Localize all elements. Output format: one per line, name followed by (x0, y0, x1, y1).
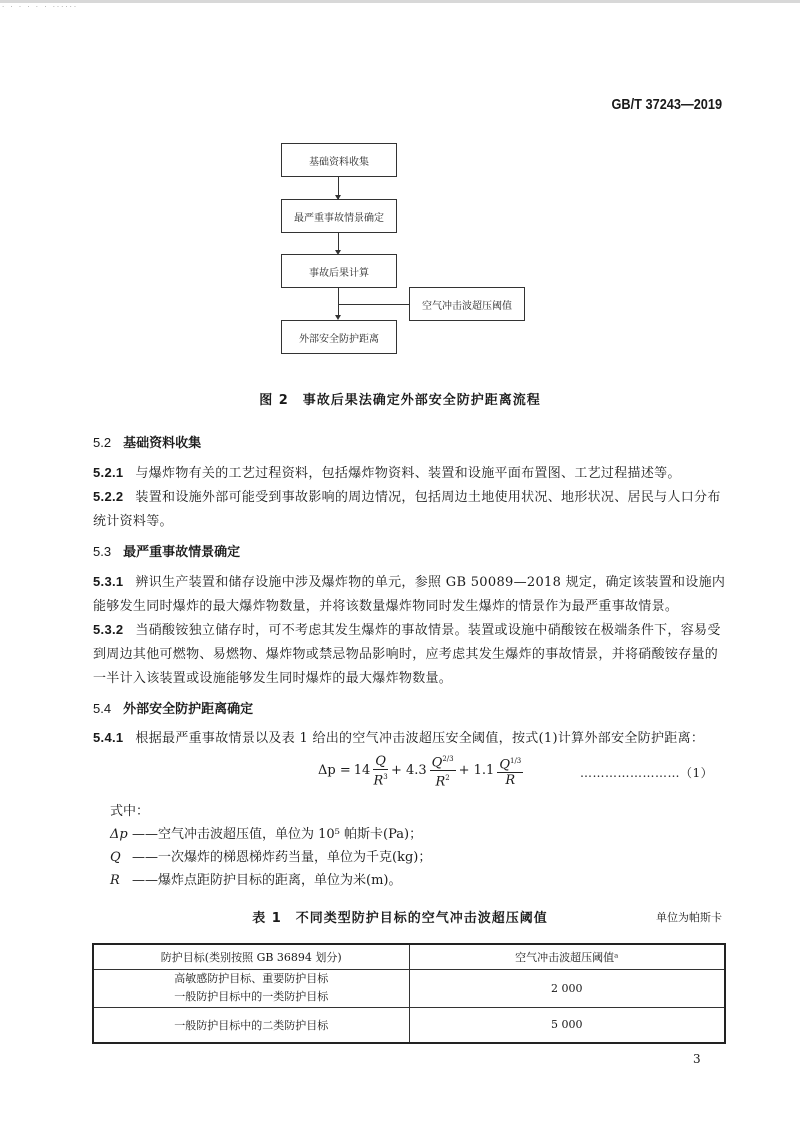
flow-step-label: 事故后果计算 (309, 267, 369, 279)
variable-symbol: R (110, 873, 120, 888)
clause-5-3-1 (93, 570, 728, 619)
flow-step-label: 最严重事故情景确定 (294, 212, 384, 224)
where-label: 式中： (110, 804, 150, 819)
variable-desc: ——一次爆炸的梯恩梯炸药当量，单位为千克(kg)； (132, 850, 432, 865)
section-heading-5-2 (93, 432, 201, 451)
section-title: 基础资料收集 (123, 436, 202, 451)
flow-side-label: 空气冲击波超压阈值 (422, 300, 512, 312)
side-connector (338, 304, 410, 305)
flow-connector (338, 288, 339, 318)
threshold-table (92, 943, 726, 1044)
clause-number: 5.2.2 (93, 489, 124, 504)
clause-5-2-2 (93, 485, 728, 534)
section-number: 5.3 (93, 544, 112, 559)
clause-number: 5.4.1 (93, 730, 124, 745)
page-number: 3 (693, 1052, 701, 1066)
numerator: Q (499, 756, 510, 772)
flow-step-label: 基础资料收集 (309, 156, 369, 168)
cell-line: 一般防护目标中的一类防护目标 (174, 990, 329, 1003)
equation-number: ……………………（1） (580, 766, 714, 780)
clause-5-4-1 (93, 726, 728, 751)
formula-coef: 14 (353, 763, 371, 779)
table-cell: 一般防护目标中的二类防护目标 (93, 1007, 409, 1043)
variable-row (110, 869, 431, 892)
variable-symbol: Q (110, 850, 121, 865)
formula-fraction (373, 754, 388, 788)
numerator: Q (431, 755, 443, 771)
section-heading-5-4 (93, 698, 253, 717)
exponent: 2 (445, 774, 450, 783)
clause-number: 5.2.1 (93, 465, 124, 480)
table-cell: 2 000 (409, 969, 725, 1007)
section-number: 5.4 (93, 701, 112, 716)
table-header-cell: 防护目标(类别按照 GB 36894 划分) (93, 944, 409, 969)
table-header-row (93, 944, 725, 969)
clause-text: 与爆炸物有关的工艺过程资料，包括爆炸物资料、装置和设施平面布置图、工艺过程描述等。 (135, 466, 681, 481)
table-row (93, 969, 725, 1007)
variable-desc: ——爆炸点距防护目标的距离，单位为米(m)。 (132, 873, 402, 888)
clause-text: 装置和设施外部可能受到事故影响的周边情况，包括周边土地使用状况、地形状况、居民与人口分布统计资料等。 (93, 490, 721, 529)
table-cell (93, 969, 409, 1007)
top-dots: · · · · · · ······ (2, 3, 79, 11)
clause-number: 5.3.2 (93, 622, 124, 637)
formula-coef: + 1.1 (458, 763, 495, 779)
variable-symbol: Δp (110, 827, 128, 842)
clause-5-2-1 (93, 461, 728, 486)
flow-step-1 (281, 143, 397, 177)
exponent: 2/3 (442, 755, 454, 763)
clause-5-3-2 (93, 618, 728, 691)
variable-row (110, 846, 431, 869)
flow-step-2 (281, 199, 397, 233)
formula-lhs: Δp = (318, 763, 351, 779)
formula-fraction (497, 754, 523, 788)
flow-step-3 (281, 254, 397, 288)
numerator: Q (375, 753, 386, 769)
variable-definitions (110, 800, 431, 892)
denominator: R (373, 772, 384, 788)
clause-text: 辨识生产装置和储存设施中涉及爆炸物的单元，参照 GB 50089—2018 规定，确定该装置和设施内能够发生同时爆炸的最大爆炸物数量，并将该数量爆炸物同时发生爆炸的情景作为最严重事故情景。 (93, 575, 726, 614)
cell-line: 高敏感防护目标、重要防护目标 (174, 972, 329, 985)
section-title: 外部安全防护距离确定 (123, 702, 254, 717)
table-cell: 5 000 (409, 1007, 725, 1043)
denominator: R (435, 774, 446, 790)
table-title: 表 1 不同类型防护目标的空气冲击波超压阈值 (252, 911, 548, 926)
exponent: 1/3 (509, 756, 522, 765)
flow-step-label: 外部安全防护距离 (299, 333, 379, 345)
variable-desc: ——空气冲击波超压值，单位为 10⁵ 帕斯卡(Pa)； (132, 827, 423, 842)
denominator: R (505, 772, 516, 788)
clause-number: 5.3.1 (93, 574, 124, 589)
flow-step-4 (281, 320, 397, 354)
section-number: 5.2 (93, 435, 112, 450)
table-header-cell: 空气冲击波超压阈值ᵃ (409, 944, 725, 969)
flow-side-input (409, 287, 525, 321)
table-row (93, 1007, 725, 1043)
figure-caption: 图 2 事故后果法确定外部安全防护距离流程 (259, 393, 541, 408)
exponent: 3 (383, 772, 388, 781)
formula-1 (318, 752, 526, 790)
section-title: 最严重事故情景确定 (123, 545, 241, 560)
top-border (0, 0, 800, 3)
clause-text: 当硝酸铵独立储存时，可不考虑其发生爆炸的事故情景。装置或设施中硝酸铵在极端条件下，容易受到周边其他可燃物、易燃物、爆炸物或禁忌物品影响时，应考虑其发生爆炸的事故情景，并将硝酸铵存量的一半计入该装置或设施能够发生同时爆炸的最大爆炸物数量。 (93, 623, 721, 686)
formula-fraction (430, 752, 456, 790)
section-heading-5-3 (93, 541, 240, 560)
formula-coef: + 4.3 (390, 763, 427, 779)
table-unit: 单位为帕斯卡 (656, 911, 722, 924)
standard-number: GB/T 37243—2019 (611, 96, 722, 113)
clause-text: 根据最严重事故情景以及表 1 给出的空气冲击波超压安全阈值，按式(1)计算外部安全防护距离： (135, 731, 705, 746)
variable-row (110, 823, 431, 846)
